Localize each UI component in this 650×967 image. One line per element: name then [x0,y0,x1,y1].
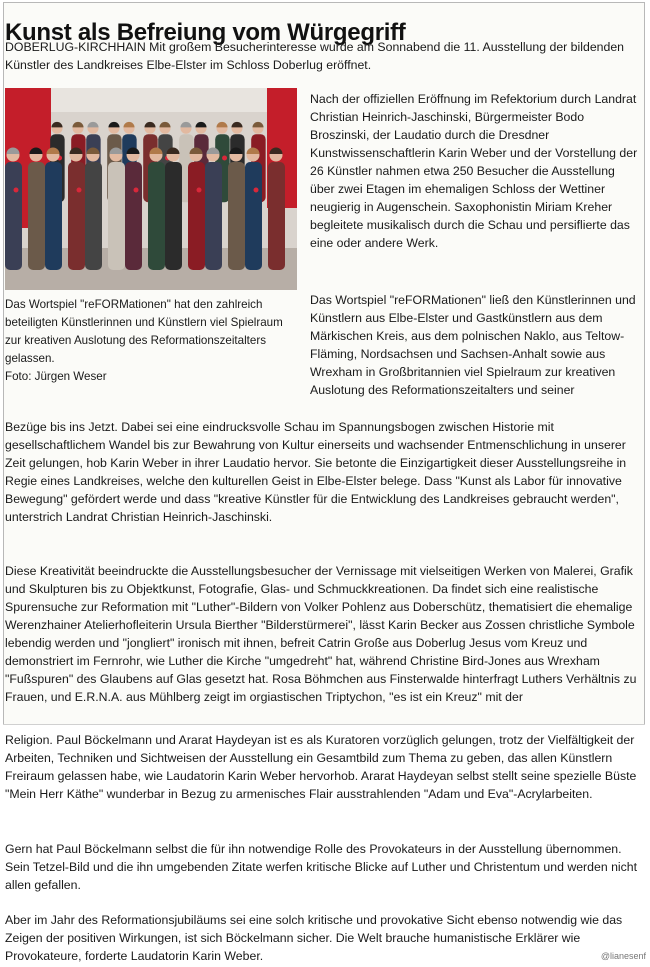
rose-flower [77,188,82,193]
photo-caption [5,296,297,386]
headline: Kunst als Befreiung vom Würgegriff [5,19,406,47]
person-figure [85,162,102,270]
person-figure [228,162,245,270]
watermark: @lianesenf [600,951,646,961]
person-figure [5,162,22,270]
person-figure [68,162,85,270]
rose-flower [14,188,19,193]
column-paragraph-1: Nach der offiziellen Eröffnung im Refektorium durch Landrat Christian Heinrich-Jaschinski, Bürgermeister Bodo Broszinski, der Laudatio durch die Dresdner Kunstwissenschaftlerin Karin Weber und der Vorstellung der 26 Künstler nahmen etwa 250 Besucher die Ausstellung über zwei Etagen im ehemaligen Schloss der Wettiner neugierig in Augenschein. Saxophonistin Miriam Kreher begleitete musikalisch durch die Schau und persiflierte das eine oder andere Werk. [310,92,638,250]
person-figure [45,162,62,270]
lead-paragraph: DOBERLUG-KIRCHHAIN Mit großem Besucherinteresse wurde am Sonnabend die 11. Ausstellung der bildenden Künstler des Landkreises Elbe-Elster im Schloss Doberlug eröffnet. [5,40,625,72]
paragraph-kuratoren: Religion. Paul Böckelmann und Ararat Haydeyan ist es als Kuratoren vorzüglich gelungen, trotz der Vielfältigkeit der Arbeiten, Techniken und Sichtweisen der Ausstellung ein Gesamtbild zum Thema zu geben, das allen Künstlern Freiraum gelassen habe, wie Laudatorin Karin Weber hervorhob. Ararat Haydeyan selbst stellt seine spezielle Büste "Mein Herr Käthe" wunderbar in Bezug zu armenisches Flair ausstrahlenden "Adam und Eva"-Acrylarbeiten. [5,733,637,801]
paragraph-schluss: Aber im Jahr des Reformationsjubiläums sei eine solch kritische und provokative Sicht ebenso notwendig wie das Zeigen der positiven Wirkungen, ist sich Böckelmann sicher. Die Welt brauche humanistische Erklärer wie Provokateure, forderte Laudatorin Karin Weber. [5,913,623,963]
rose-flower [197,188,202,193]
rose-flower [254,188,259,193]
rose-flower [222,156,227,161]
person-figure [188,162,205,270]
person-figure [268,162,285,270]
person-figure [205,162,222,270]
person-figure [28,162,45,270]
person-figure [125,162,142,270]
column-paragraph-2: Das Wortspiel "reFORMationen" ließ den Künstlerinnen und Künstlern aus Elbe-Elster und Gastkünstlern aus dem Märkischen Kreis, aus dem polnischen Naklo, aus Teltow-Fläming, Nordsachsen und Sachsen-Anhalt sowie aus Wrexham in Großbritannien viel Spielraum zur kreativen Auslotung des Reformationszeitalters und seiner [310,293,636,397]
caption-text: Das Wortspiel "reFORMationen" hat den zahlreich beteiligten Künstlerinnen und Künstlern viel Spielraum zur kreativen Auslotung des Reformationszeitalters gelassen. [5,298,283,365]
paragraph-provokateur: Gern hat Paul Böckelmann selbst die für ihn notwendige Rolle des Provokateurs in der Ausstellung übernommen. Sein Tetzel-Bild und die ihn umgebenden Zitate werfen kritische Blicke auf Luther und Christentum und werden nicht allen gefallen. [5,842,638,892]
person-figure [108,162,125,270]
rose-flower [134,188,139,193]
person-figure [245,162,262,270]
paragraph-kreativitaet: Diese Kreativität beeindruckte die Ausstellungsbesucher der Vernissage mit vielseitigen Werken von Malerei, Grafik und Skulpturen bis zu Objektkunst, Fotografie, Glas- und Schmuckkreationen. Da findet sich eine realistische Spurensuche zur Reformation mit "Luther"-Bildern von Volker Pohlenz aus Doberschütz, thematisiert die ehemalige Werenzhainer Atelierhofleiterin Ursula Bierther "Bilderstürmerei", lässt Karin Becker aus Zossen christliche Symbole lebendig werden und "jongliert" ironisch mit ihnen, befreit Catrin Große aus Doberlug Jesus vom Kreuz und demonstriert im Fernrohr, wie Luther die Kirche "umgedreht" hat, während Christine Bird-Jones aus Wrexham "Fußspuren" des Glaubens auf Glas gesetzt hat. Rosa Böhmchen aus Finsterwalde hinterfragt Luthers Verhältnis zu Frauen, und E.R.N.A. aus Mühlberg zeigt im orgiastischen Triptychon, "es ist ein Kreuz" mit der [5,564,637,704]
person-figure [148,162,165,270]
photo-credit: Foto: Jürgen Weser [5,370,107,383]
group-photo [5,88,297,290]
person-figure [165,162,182,270]
paragraph-laudatio: Bezüge bis ins Jetzt. Dabei sei eine eindrucksvolle Schau im Spannungsbogen zwischen Historie mit gesellschaftlichem Wandel bis zur Bewahrung von Kultur einerseits und wachsender Entmenschlichung in unserer Zeit gelungen, hob Karin Weber in ihrer Laudatio hervor. Sie betonte die Einzigartigkeit dieser Ausstellungsreihe in Regie eines Landkreises, welche den kulturellen Geist in Elbe-Elster belege. Dass "Kunst als Labor für innovative Bewegung" gefördert werde und dass "kreative Künstler für die Entwicklung des Landkreises gebraucht werden", unterstrich Landrat Christian Heinrich-Jaschinski. [5,420,627,524]
